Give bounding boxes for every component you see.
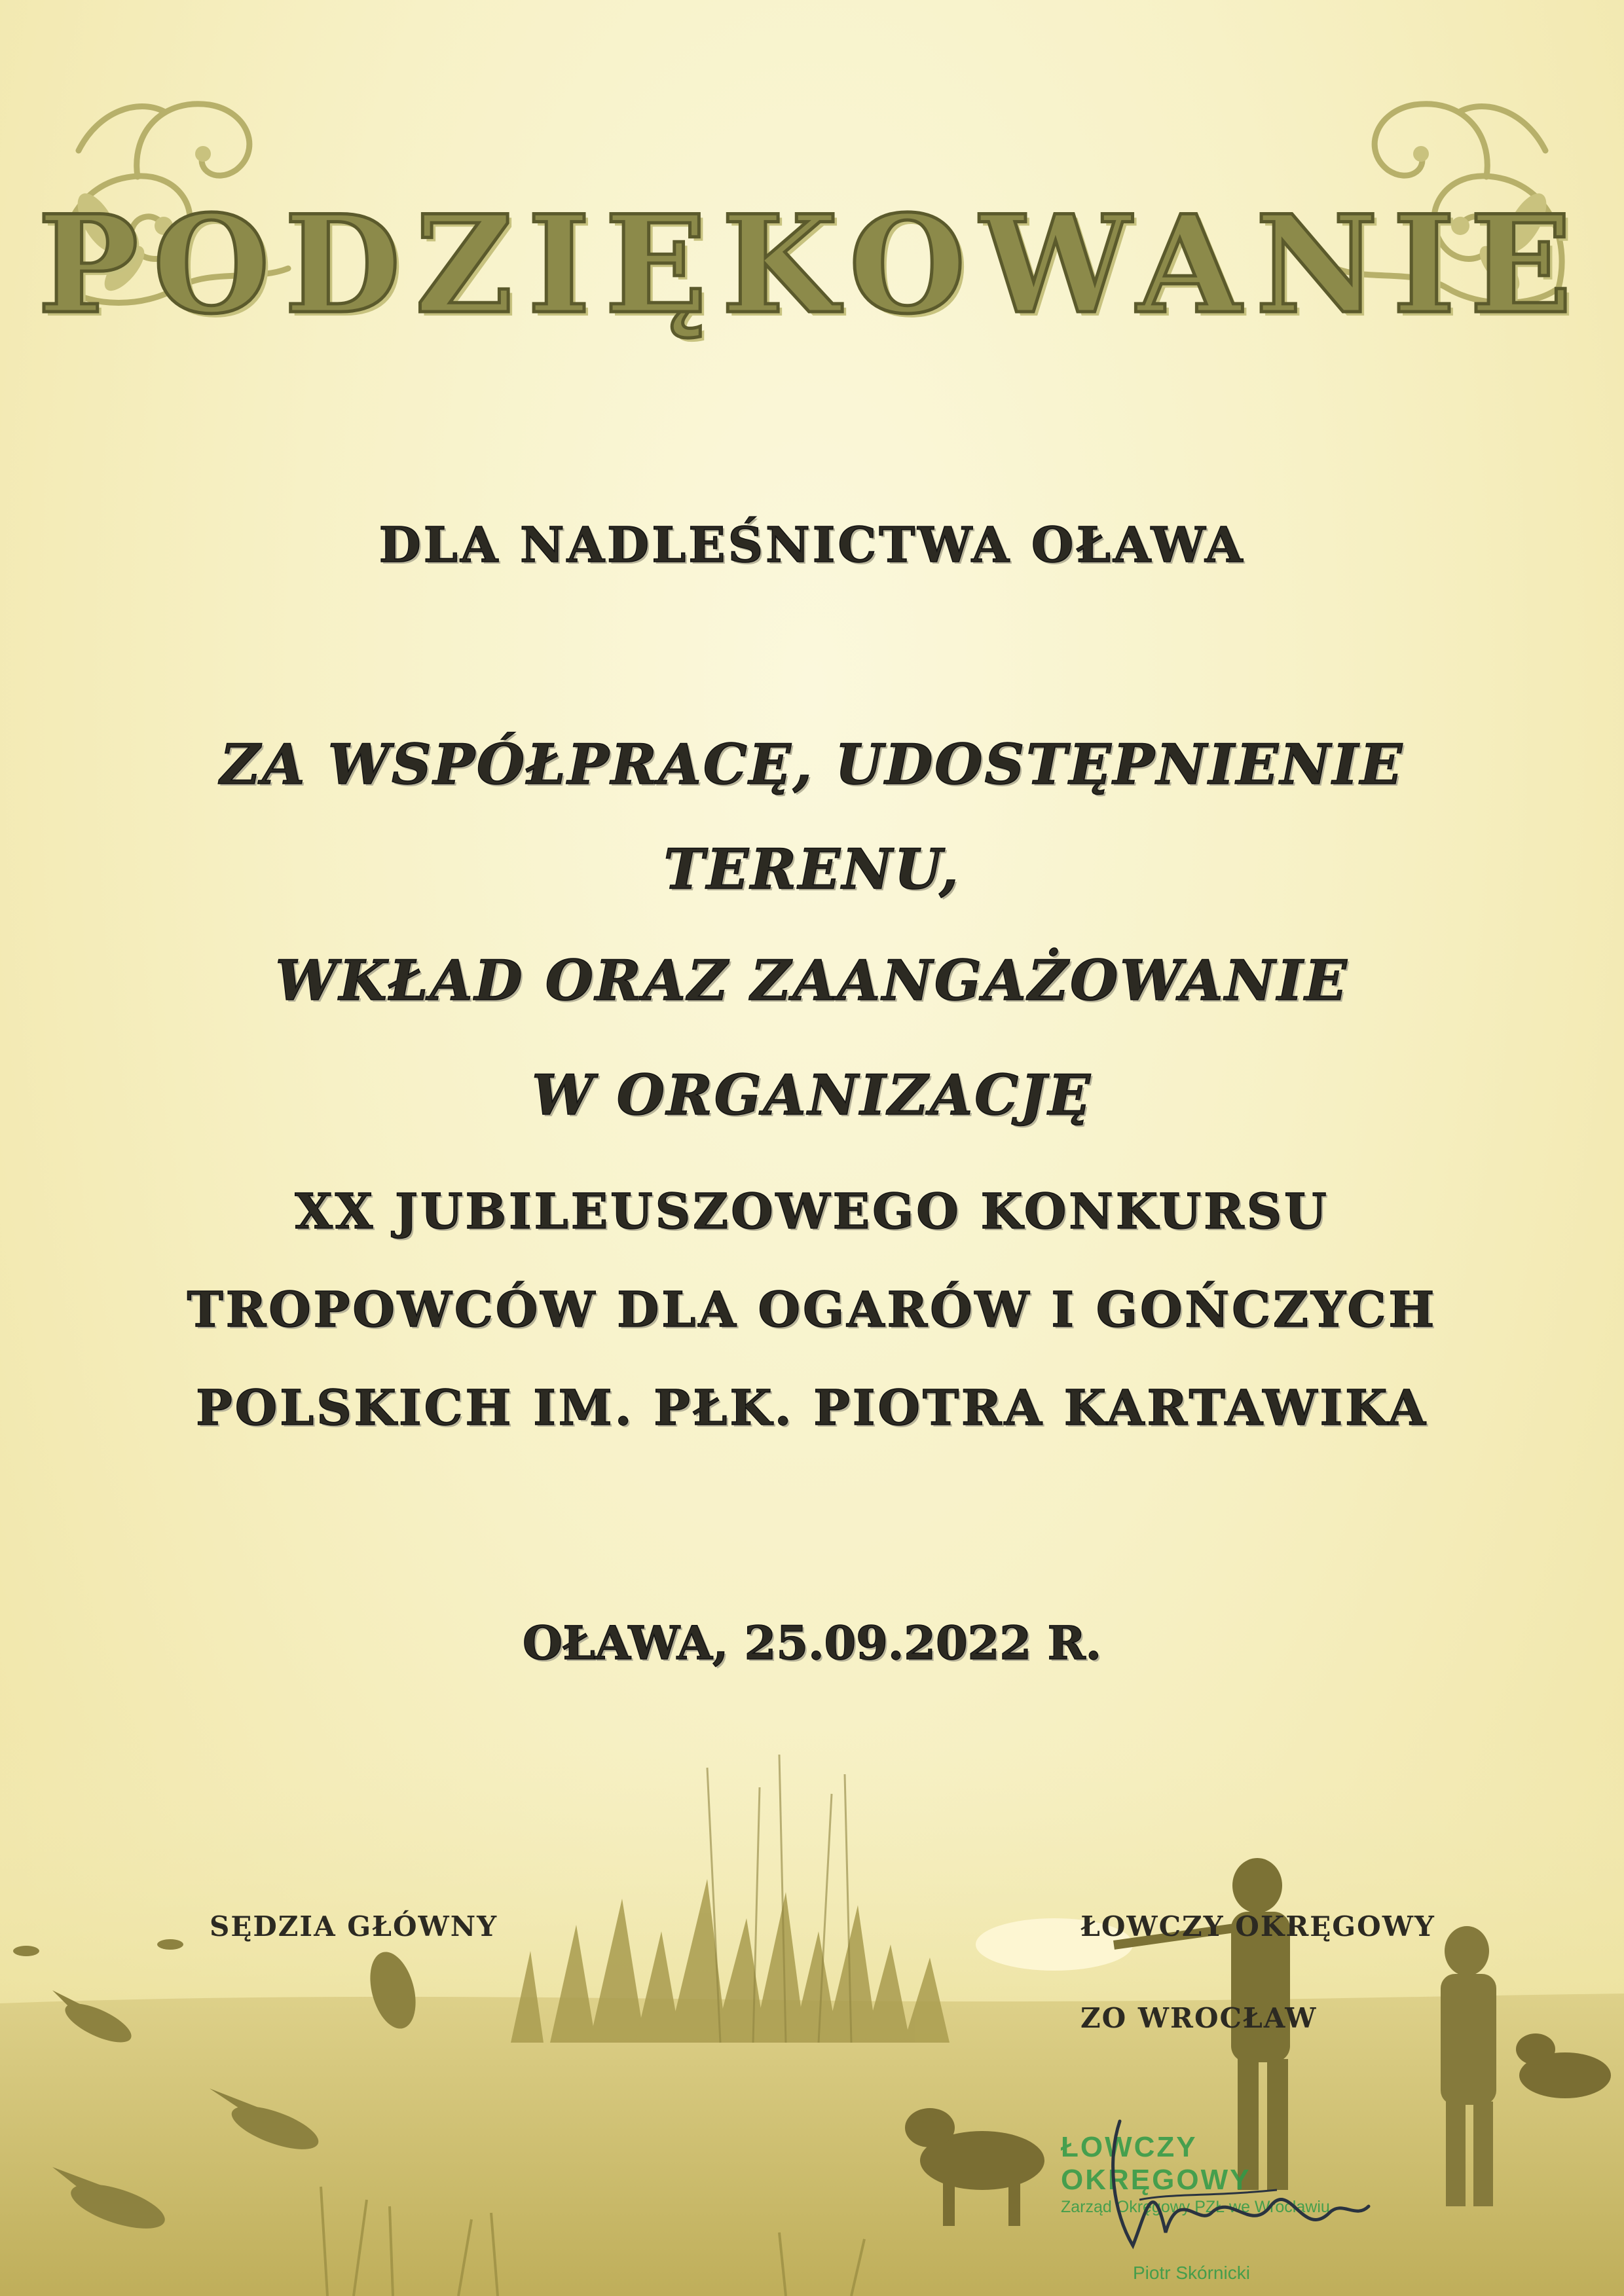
stamp-name: Piotr Skórnicki	[1133, 2263, 1250, 2283]
hunter-signature-label: ŁOWCZY OKRĘGOWY	[1080, 1910, 1435, 1942]
body-line-4: W ORGANIZACJĘ	[532, 1063, 1092, 1127]
body-line-5: XX JUBILEUSZOWEGO KONKURSU	[295, 1184, 1329, 1240]
stamp-title: ŁOWCZY OKRĘGOWY	[1061, 2131, 1251, 2196]
body-line-2: TERENU,	[663, 837, 961, 902]
judge-signature-label: SĘDZIA GŁÓWNY	[210, 1910, 498, 1942]
handwritten-signature-icon	[1080, 2082, 1388, 2278]
stamp-subtitle: Zarząd Okręgowy PZŁ we Wrocławiu	[1061, 2198, 1330, 2216]
body-line-3: WKŁAD ORAZ ZAANGAŻOWANIE	[275, 948, 1349, 1013]
place-date: OŁAWA, 25.09.2022 R.	[523, 1616, 1101, 1670]
body-line-6: TROPOWCÓW DLA OGARÓW I GOŃCZYCH	[187, 1282, 1437, 1338]
page-title: PODZIĘKOWANIE	[37, 187, 1587, 344]
body-line-7: POLSKICH IM. PŁK. PIOTRA KARTAWIKA	[196, 1380, 1428, 1436]
recipient-line: DLA NADLEŚNICTWA OŁAWA	[378, 517, 1246, 574]
body-line-1: ZA WSPÓŁPRACĘ, UDOSTĘPNIENIE	[219, 732, 1405, 797]
hunter-district-label: ZO WROCŁAW	[1080, 2002, 1318, 2034]
